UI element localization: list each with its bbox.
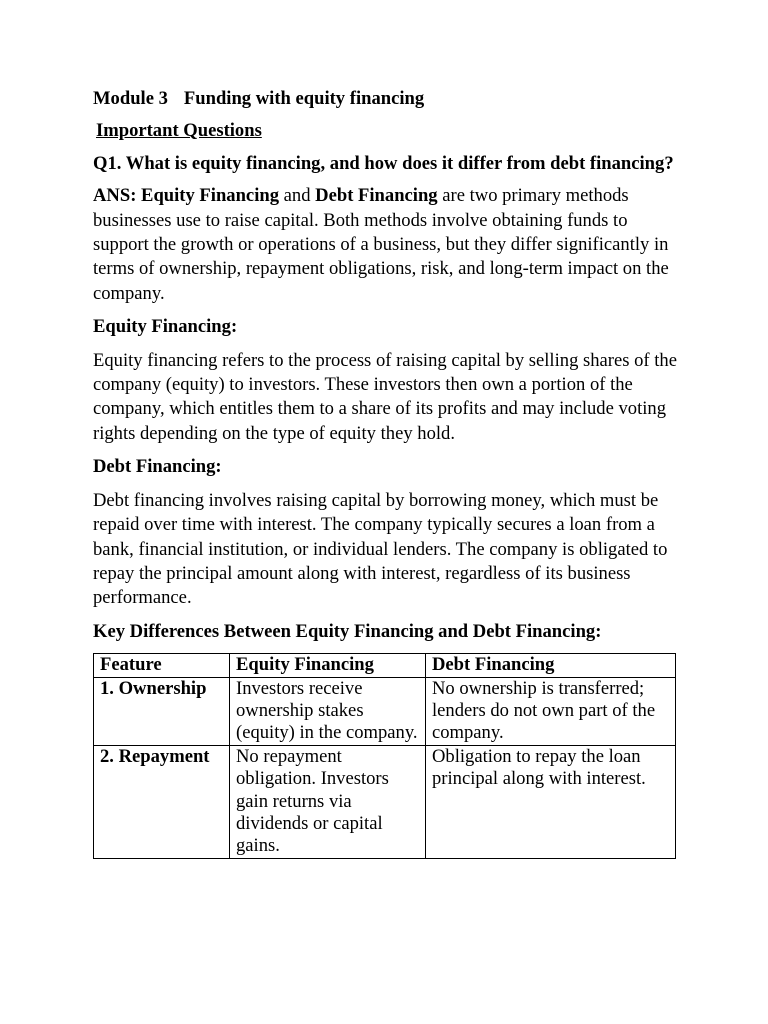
equity-heading: Equity Financing: <box>93 316 238 338</box>
table-cell-equity: No repayment obligation. Investors gain returns via dividends or capital gains. <box>230 745 426 858</box>
table-cell-equity: Investors receive ownership stakes (equity) in the company. <box>230 677 426 745</box>
equity-body: Equity financing refers to the process of raising capital by selling shares of the company (equity) to investors. These investors then own a portion of the company, which entitles them to a share of its profits and may include voting rights depending on the type of equity they hold. <box>93 349 677 444</box>
question-1: Q1. What is equity financing, and how does it differ from debt financing? <box>93 152 674 174</box>
table-header-equity: Equity Financing <box>230 654 426 677</box>
table-header-feature: Feature <box>94 654 230 677</box>
answer-term-debt: Debt Financing <box>315 185 438 207</box>
debt-heading: Debt Financing: <box>93 456 222 478</box>
module-label: Module 3 <box>93 88 168 109</box>
table-cell-debt: No ownership is transferred; lenders do not own part of the company. <box>426 677 676 745</box>
table-row <box>94 677 676 745</box>
table-header-row <box>94 654 676 677</box>
answer-and: and <box>283 185 311 207</box>
table-cell-feature: 2. Repayment <box>94 745 230 858</box>
answer-prefix: ANS: <box>93 185 137 207</box>
debt-body: Debt financing involves raising capital by borrowing money, which must be repaid over time with interest. The company typically secures a loan from a bank, financial institution, or individual lenders. The company is obligated to repay the principal amount along with interest, regardless of its business performance. <box>93 489 668 609</box>
answer-body: are two primary methods businesses use to raise capital. Both methods involve obtaining funds to support the growth or operations of a business, but they differ significantly in terms of ownership, repayment obligations, risk, and long-term impact on the company. <box>93 185 669 304</box>
table-cell-feature: 1. Ownership <box>94 677 230 745</box>
key-differences-heading: Key Differences Between Equity Financing and Debt Financing: <box>93 620 602 642</box>
differences-table <box>93 653 676 859</box>
answer-paragraph <box>93 184 683 306</box>
table-header-debt: Debt Financing <box>426 654 676 677</box>
module-topic: Funding with equity financing <box>183 88 425 109</box>
document-page <box>93 87 683 859</box>
table-row <box>94 745 676 858</box>
important-questions-heading: Important Questions <box>96 120 262 142</box>
answer-term-equity: Equity Financing <box>141 185 279 207</box>
module-title <box>93 87 683 111</box>
table-cell-debt: Obligation to repay the loan principal along with interest. <box>426 745 676 858</box>
